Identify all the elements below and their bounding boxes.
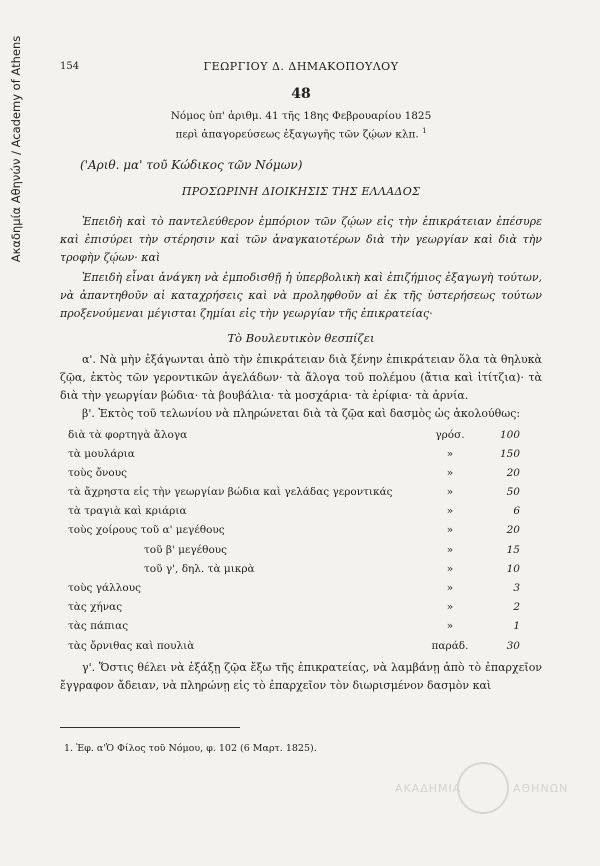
tariff-row	[68, 483, 520, 502]
article-c: γ'. Ὅστις θέλει νὰ ἐξάξῃ ζῷα ἔξω τῆς ἐπικρατείας, νὰ λαμβάνῃ ἀπὸ τὸ ἐπαρχεῖον ἔγγραφον ἄδειαν, νὰ πληρώνῃ εἰς τὸ ἐπαρχεῖον τὸν διωρισμένον δασμὸν καὶ	[60, 660, 542, 692]
page-number: 154	[60, 61, 80, 72]
tariff-item: τοὺς χοίρους τοῦ α' μεγέθους	[68, 524, 225, 537]
tariff-item: διὰ τὰ φορτηγὰ ἄλογα	[68, 428, 188, 441]
tariff-amount: 6	[513, 505, 520, 518]
tariff-item: τοῦ γ', δηλ. τὰ μικρὰ	[144, 562, 255, 575]
seal-word-1: ΑΚΑΔΗΜΙΑ	[395, 782, 462, 795]
tariff-unit: »	[446, 543, 454, 556]
tariff-item: τοὺς ὄνους	[68, 466, 128, 479]
law-title-line-1: Νόμος ὑπ' ἀριθμ. 41 τῆς 18ης Φεβρουαρίου 1825	[170, 110, 432, 122]
tariff-item: τοὺς γάλλους	[68, 582, 141, 594]
document-page	[60, 56, 542, 758]
tariff-item: τὰ ἄχρηστα εἰς τὴν γεωργίαν βώδια καὶ γελάδας γεροντικάς	[68, 486, 393, 499]
code-reference: ('Αριθ. μα' τοῦ Κώδικος τῶν Νόμων)	[80, 157, 303, 172]
tariff-row	[68, 521, 520, 540]
tariff-row	[68, 445, 520, 464]
footnote: 1. Ἐφ. α'Ὁ Φίλος τοῦ Νόμου, φ. 102 (6 Μαρτ. 1825).	[64, 742, 317, 754]
law-title	[60, 109, 542, 143]
archive-watermark-text: Ακαδημία Αθηνών / Academy of Athens	[9, 35, 23, 263]
tariff-row	[68, 426, 520, 445]
tariff-item: τὰ μουλάρια	[68, 447, 135, 460]
tariff-row	[68, 464, 520, 483]
tariff-item: τὰς ὄρνιθας καὶ πουλιὰ	[68, 639, 195, 652]
tariff-amount: 15	[506, 543, 520, 556]
tariff-amount: 10	[506, 562, 520, 575]
tariff-unit: »	[446, 486, 454, 499]
article-a: α'. Νὰ μὴν ἐξάγωνται ἀπὸ τὴν ἐπικράτειαν διὰ ξένην ἐπικράτειαν ὅλα τὰ θηλυκὰ ζῷα, ἐκτὸς τῶν γεροντικῶν ἀγελάδων· τὰ ἄλογα τοῦ πολέμου (ἄτια καὶ ἰτίτζια)· τὰ διὰ τὴν γεωργίαν βώδια· τὰ βουβάλια· τὰ μοσχάρια· τὰ ἐρίφια· τὰ ἀρνία.	[60, 352, 542, 402]
footnote-marker: 1	[422, 127, 427, 135]
tariff-amount: 50	[506, 486, 520, 499]
running-head: ΓΕΩΡΓΙΟΥ Δ. ΔΗΜΑΚΟΠΟΥΛΟΥ	[203, 60, 399, 73]
tariff-unit: γρόσ.	[435, 428, 465, 441]
tariff-row	[68, 637, 520, 656]
tariff-unit: »	[446, 447, 454, 460]
tariff-amount: 20	[506, 524, 520, 537]
tariff-table	[68, 426, 520, 656]
government-heading: ΠΡΟΣΩΡΙΝΗ ΔΙΟΙΚΗΣΙΣ ΤΗΣ ΕΛΛΑΔΟΣ	[181, 184, 421, 198]
tariff-item: τοῦ β' μεγέθους	[144, 543, 228, 556]
archive-watermark	[6, 30, 26, 280]
decree-heading: Τὸ Βουλευτικὸν θεσπίζει	[227, 330, 375, 345]
tariff-unit: »	[446, 524, 454, 537]
tariff-amount: 100	[499, 428, 520, 441]
tariff-unit: »	[446, 601, 454, 614]
page-header	[60, 56, 542, 76]
tariff-amount: 2	[513, 601, 520, 614]
tariff-amount: 150	[499, 447, 520, 460]
tariff-unit: »	[446, 505, 454, 518]
tariff-unit: »	[446, 582, 454, 594]
tariff-amount: 20	[506, 466, 520, 479]
tariff-row	[68, 541, 520, 560]
tariff-unit: »	[446, 620, 454, 633]
document-number: 48	[291, 86, 311, 102]
tariff-row	[68, 502, 520, 521]
tariff-item: τὰς χήνας	[68, 601, 123, 614]
preamble-paragraph-1: Ἐπειδὴ καὶ τὸ παντελεύθερον ἐμπόριον τῶν ζῴων εἰς τὴν ἐπικράτειαν ἐπέσυρε καὶ ἐπισύρει τὴν στέρησιν καὶ τῶν ἀναγκαιοτέρων διὰ τὴν γεωργίαν καὶ διὰ τὴν τροφὴν ζῴων· καὶ	[60, 214, 542, 264]
preamble-paragraph-2: Ἐπειδὴ εἶναι ἀνάγκη νὰ ἐμποδισθῇ ἡ ὑπερβολικὴ καὶ ἐπιζήμιος ἐξαγωγὴ τούτων, νὰ ἀπαντηθοῦν αἱ καταχρήσεις καὶ νὰ προληφθοῦν αἱ ἐκ τῆς ὑστερήσεως τούτων προξενούμεναι μέγισται ζημίαι εἰς τὴν γεωργίαν τῆς ἐπικρατείας·	[60, 270, 542, 320]
tariff-row	[68, 560, 520, 579]
tariff-item: τὰ τραγιὰ καὶ κριάρια	[68, 505, 187, 518]
academy-logo-icon	[457, 762, 509, 814]
article-b: β'. Ἐκτὸς τοῦ τελωνίου νὰ πληρώνεται διὰ τὰ ζῷα καὶ δασμὸς ὡς ἀκολούθως:	[82, 406, 521, 420]
academy-seal-watermark	[395, 758, 585, 814]
tariff-unit: »	[446, 562, 454, 575]
footnote-divider	[60, 727, 240, 728]
law-title-line-2-text: περὶ ἀπαγορεύσεως ἐξαγωγῆς τῶν ζῴων κλπ.	[175, 128, 419, 141]
tariff-unit: »	[446, 466, 454, 479]
law-title-line-2	[60, 124, 542, 143]
tariff-amount: 30	[506, 639, 520, 652]
tariff-row	[68, 617, 520, 636]
tariff-item: τὰς πάπιας	[68, 620, 129, 633]
seal-word-2: ΑΘΗΝΩΝ	[513, 782, 569, 795]
tariff-row	[68, 598, 520, 617]
tariff-amount: 3	[513, 582, 520, 594]
tariff-unit: παράδ.	[431, 639, 469, 652]
tariff-amount: 1	[513, 620, 520, 633]
tariff-row	[68, 579, 520, 598]
